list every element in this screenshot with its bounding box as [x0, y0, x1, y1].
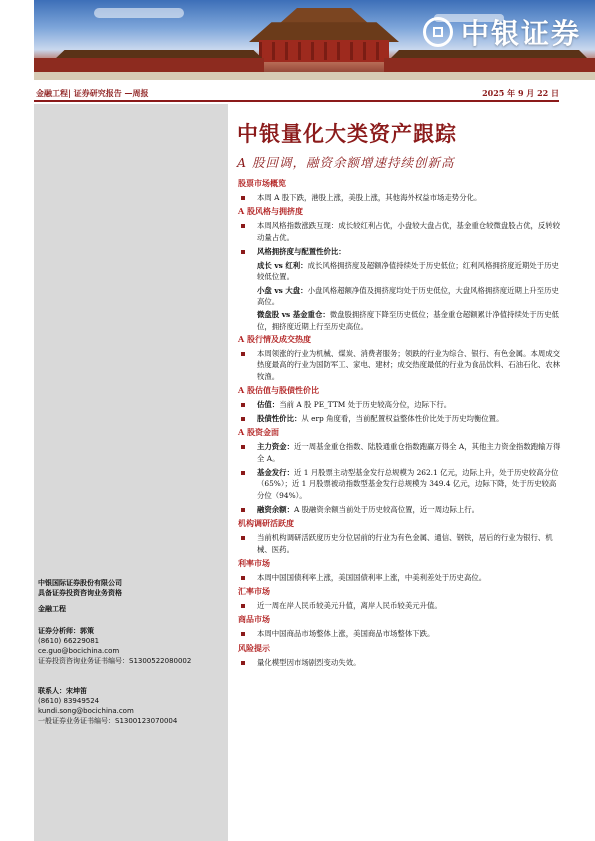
section-heading-risk: 风险提示	[238, 642, 270, 653]
section-heading-style: A 股风格与拥挤度	[238, 206, 303, 217]
main-content	[238, 178, 563, 671]
section-heading-industry: A 股行情及成交热度	[238, 333, 311, 344]
bullet-item: 本周风格指数涨跌互现：成长较红利占优，小盘较大盘占优，基金重仓较微盘股占优，反转较动量占优。	[238, 220, 563, 243]
bullet-item: 本周 A 股下跌，港股上涨，美股上涨，其他海外权益市场走势分化。	[238, 192, 563, 203]
analyst-info: 证券分析师：郭策 (8610) 66229081 ce.guo@bocichina.com 证券投资咨询业务证书编号：S1300522080002	[38, 627, 192, 665]
brand-name: 中银证券	[460, 17, 581, 50]
section-heading-funds: A 股资金面	[238, 427, 279, 438]
bullet-item: 股债性价比：从 erp 角度看，当前配置权益整体性价比处于历史均衡位置。	[238, 413, 563, 424]
bullet-item: 风格拥挤度与配置性价比：	[238, 246, 563, 257]
department: 金融工程	[38, 605, 66, 613]
sub-item: 成长 vs 红利：成长风格拥挤度及超额净值持续处于历史低位；红利风格拥挤度近期处于历史较低位置。	[257, 261, 559, 282]
bullet-item: 估值：当前 A 股 PE_TTM 处于历史较高分位，边际下行。	[238, 399, 563, 410]
contact-info: 联系人：宋坤笛 (8610) 83949524 kundi.song@bocichina.com 一般证券业务证书编号：S1300123070004	[38, 687, 178, 725]
report-date: 2025 年 9 月 22 日	[482, 88, 559, 98]
section-heading-research: 机构调研活跃度	[238, 518, 294, 529]
section-heading-valuation: A 股估值与股债性价比	[238, 384, 319, 395]
sub-item: 小盘 vs 大盘：小盘风格超额净值及拥挤度均处于历史低位，大盘风格拥挤度近期上升至历史高位。	[257, 285, 559, 307]
brand-logo	[423, 12, 581, 52]
bullet-item: 融资余额：A 股融资余额当前处于历史较高位置，近一周边际上行。	[238, 504, 563, 515]
report-tag: 金融工程| 证券研究报告 —周报	[36, 88, 149, 98]
company-info: 中银国际证券股份有限公司 具备证券投资咨询业务资格	[38, 579, 122, 597]
section-heading-market: 股票市场概览	[238, 178, 286, 188]
boc-logo-icon	[423, 17, 453, 47]
left-sidebar	[34, 104, 228, 841]
report-title: 中银量化大类资产跟踪	[237, 122, 457, 146]
report-subheader	[34, 86, 559, 100]
bullet-item: 本周领涨的行业为机械、煤炭、消费者服务；领跌的行业为综合、银行、有色金属。本周成交热度最高的行业为国防军工、家电、建材；成交热度最低的行业为食品饮料、石油石化、农林牧渔。	[238, 348, 563, 382]
palace-roof-top	[279, 8, 369, 24]
bullet-item: 当前机构调研活跃度历史分位居前的行业为有色金属、通信、钢铁，居后的行业为银行、机械、医药。	[238, 532, 563, 555]
palace-roof	[249, 20, 399, 42]
header-divider	[34, 100, 559, 102]
section-heading-rates: 利率市场	[238, 557, 270, 568]
bullet-item: 主力资金：近一周基金重仓指数、陆股通重仓指数跑赢万得全 A，其他主力资金指数跑输万得全 A。	[238, 441, 563, 464]
section-heading-fx: 汇率市场	[238, 586, 270, 597]
bullet-item: 基金发行：近 1 月股票主动型基金发行总规模为 262.1 亿元，边际上升，处于历史较高分位（65%）；近 1 月股票被动指数型基金发行总规模为 349.4 亿元，边际下降，处于历史较高分位（94%）。	[238, 467, 563, 501]
sub-item: 微盘股 vs 基金重仓：微盘股拥挤度下降至历史低位；基金重仓超额累计净值持续处于历史低位，拥挤度近期上行至历史高位。	[257, 310, 559, 331]
section-heading-commodity: 商品市场	[238, 614, 270, 625]
bullet-item: 本周中国国债利率上涨，美国国债利率上涨，中美利差处于历史高位。	[238, 572, 563, 583]
report-subtitle: A 股回调，融资余额增速持续创新高	[237, 155, 455, 170]
bullet-item: 量化模型因市场剧烈变动失效。	[238, 657, 563, 668]
bullet-item: 近一周在岸人民币较美元升值，离岸人民币较美元升值。	[238, 600, 563, 611]
bullet-item: 本周中国商品市场整体上涨，美国商品市场整体下跌。	[238, 628, 563, 639]
header-banner	[34, 0, 595, 80]
